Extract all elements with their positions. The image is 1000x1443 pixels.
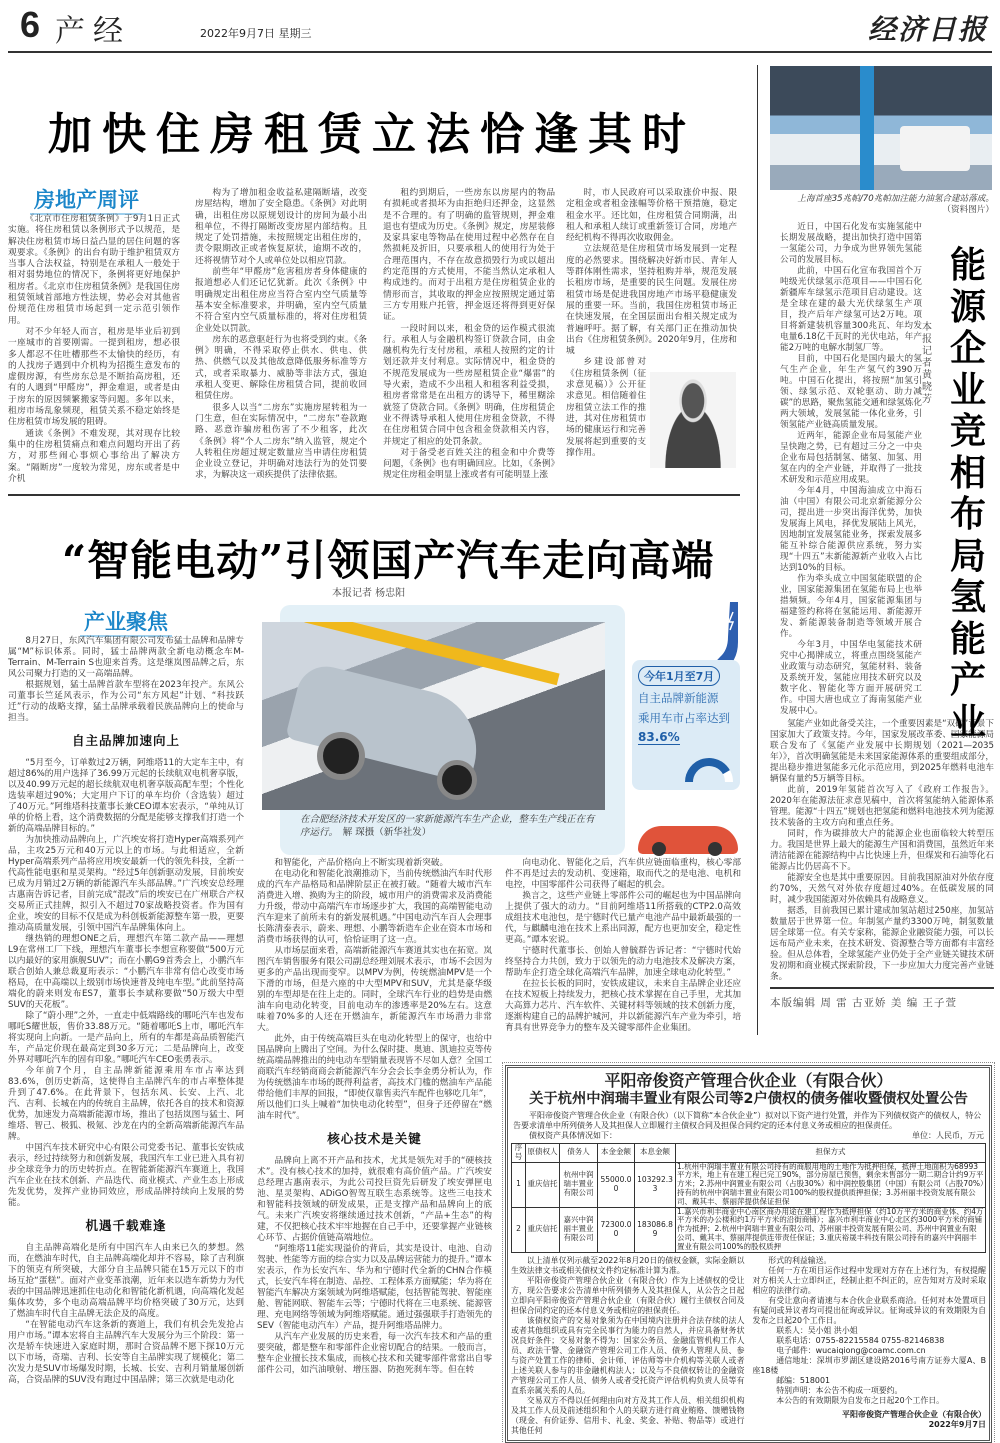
paragraph: 作为牵头成立中国氢能联盟的企业，国家能源集团在氢能布局上也举措频频。今年4月，国家能源集团与福建签约称将在氢能运用、新能源开发、新能源装备制造等领域开展合作。 — [780, 574, 922, 639]
paragraph: 品牌向上离不开产品和技术，尤其是领先对手的“硬核技术”。没有核心技术的加持，就很难有高价值产品。广汽埃安总经理古惠南表示，为此公司投巨资先后研发了埃安弹匣电池、星灵架构、ADiGO智驾互联生态系统等。这些三电技术和智能科技领域的研发成果，正是支撑产品和品牌向上的底气。未来广汽埃安将继续通过技术创新，“产品+生态”的构建，不仅把核心技术牢牢地握在自己手中，还要掌握产业链核心环节、占据价值链高端地位。 — [257, 1156, 492, 1243]
notice-unit: 单位：人民币，万元 — [912, 1131, 984, 1140]
right-column-rule — [770, 987, 994, 989]
hydrogen-headline: 能源企业竞相布局氢能产业 — [949, 245, 986, 743]
notice-contacts — [753, 1326, 987, 1406]
debt-table — [511, 1143, 986, 1253]
paragraph: 自主品牌高端化是所有中国汽车人由来已久的梦想。然而，在燃油车时代，自主品牌高端化却并不容易，除了吉利旗下的领克有所突破，大部分自主品牌只能在15万元以下的市场互抢“蛋糕”。面对产业变革浪潮，近年来以造车新势力为代表的中国品牌迅速抓住电动化和智能化新机遇，向高端化发起集体攻势，多个电动高端品牌平均价格突破了30万元，达到了燃油车时代自主品牌无法企及的高度。 — [8, 1243, 244, 1319]
notice-signature — [753, 1410, 987, 1430]
housing-column-4-wrap — [566, 188, 737, 459]
paragraph: 宁德时代董事长、创始人曾毓群告诉记者：“宁德时代始终坚持合力共创，致力于以领先的动力电池技术及解决方案，帮助车企打造全球化高端汽车品牌，加速全球电动化转型。” — [505, 946, 741, 978]
paragraph: 对于备受老百姓关注的租金和中介费等问题，《条例》也有明确回应。比如，《条例》规定住房租金明显上涨或者有可能明显上涨 — [383, 447, 555, 481]
legal-notice — [505, 1065, 992, 1443]
auto-photo-caption: 在合肥经济技术开发区的一家新能源汽车生产企业，整车生产线正在有序运行。 — [300, 814, 595, 838]
cell: 183086.89 — [635, 1207, 676, 1252]
paragraph: 邮编：518001 — [776, 1375, 830, 1385]
auto-column-c — [505, 858, 741, 1034]
col-header: 债务人 — [560, 1144, 598, 1163]
paragraph: 氢能产业如此备受关注，一个重要因素是“双碳”背景下国家加大了政策支持。今年，国家发展改革委、国家能源局联合发布了《氢能产业发展中长期规划（2021—2035年）》，首次明确氢能是未来国家能源体系的重要组成部分，提出稳步推进氢能多元化示范应用，到2025年燃料电池车辆保有量约5万辆等目标。 — [770, 719, 994, 784]
hydrogen-wide-column — [770, 719, 994, 983]
paragraph: 一段时间以来，租金贷的运作模式很流行。承租人与金融机构签订贷款合同，由金融机构先行支付房租，承租人按照约定的计划还款并支付利息。实际情况中，租金贷的不规范发展成为一些房屋租赁企业“爆雷”的导火索，造成不少出租人和租客利益受损，租房者常常是在出租方的诱导下，稀里糊涂就签了贷款合同。《条例》明确，住房租赁企业不得诱导承租人使用住房租金贷款，不得在住房租赁合同中包含租金贷款相关内容，并规定了相应的处罚条款。 — [383, 323, 555, 447]
paragraph: 对不少年轻人而言，租房是毕业后初到一座城市的首要刚需。一提到租房，想必很多人都忍不住吐槽那些不太愉快的经历，有的人找房子遇到中介机构为招揽生意发布的虚假房源，有些房东总是不断抬高房租，还有的人遇到“甲醛房”，押金难退，或者是由于房东的原因频繁搬家等问题。多年以来，租房市场乱象频现，租赁关系不稳定始终是住房租赁市场发展的阻碍。 — [8, 326, 180, 428]
paragraph: 根据规划，猛士品牌首款车型将在2023年投产。东风公司董事长竺延风表示，作为公司“东方风起”计划、“科技跃迁”行动的战略支撑，猛士品牌承载着民族品牌向上的使命与担当。 — [8, 680, 244, 723]
paragraph: 近两年，能源企业布局氢能产业呈快跑之势，已有超过三分之一中央企业布局包括制氢、储氢、加氢、用氢在内的全产业链，并取得了一批技术研发和示范应用成果。 — [780, 431, 922, 485]
paragraph: 能源安全也是其中重要原因。目前我国原油对外依存度约70%，天然气对外依存度超过40%。在低碳发展的同时，减少我国能源对外依赖具有战略意义。 — [770, 873, 994, 905]
cell: 1.嘉兴市利丰商业中心南区商办用途在建工程作为抵押担保（约10万平方米的商业体、约4万平方米的办公楼和约1万平方米的沿街商铺）；嘉兴市利丰商业中心北区约3000平方米的商铺作为抵押；2.杭州中润瑞丰置业有限公司、苏州丽丰投资发展有限公司、苏州中润置业有限公司、戴其丰、蔡丽萍提供连带责任保证；3.重庆裕晟丰科技有限公司持有的嘉兴中润丽丰置业有限公司100%的股权质押 — [676, 1207, 986, 1252]
masthead-logo: 经济日报 — [867, 13, 988, 46]
cell: 嘉兴中润丽丰置业有限公司 — [560, 1207, 598, 1252]
paragraph: “在智能电动汽车这条新的赛道上，我们有机会先发抢占用户市场。”谭本宏将自主品牌汽车大发展分为三个阶段：第一次是轿车快速进入家庭时期，那时合资品牌不愿下探10万元以下市场，奇瑞、吉利、长安等自主品牌实现了规模化；第二次发力是SUV市场爆发时期，长城、长安、吉利月销量屡创新高，合资品牌的SUV没有跑过中国品牌；第三次就是电动化 — [8, 1320, 244, 1385]
share-gauge — [684, 752, 734, 784]
paragraph: 从市场层面来看，高端新能源汽车赛道其实也在拓宽。岚图汽车销售服务有限公司副总经理刘展术表示，市场不会因为更多的产品出现而变窄。以MPV为例，传统燃油MPV是一个下滑的市场，但是六座的中大型MPV和SUV，尤其是豪华级别的车型却是在往上走的。同时，全球汽车行业的趋势是由燃油车向电动化转变，目前电动车的渗透率是20%左右。这意味着70%多的人还在开燃油车，新能源汽车市场潜力非常大。 — [257, 946, 492, 1033]
paragraph: 今年3月，中国华电氢能技术研究中心揭牌成立，将重点围绕氢能产业政策与动态研究，氢能材料、装备及系统开发，氢能应用技术研究以及数字化、智能化等方面开展研究工作。中国大唐也成立了海南氢能产业发展中心。 — [780, 640, 922, 716]
housing-column-4b — [566, 357, 646, 459]
table-row — [512, 1162, 986, 1207]
housing-column-4 — [566, 188, 737, 357]
notice-columns — [511, 1256, 986, 1436]
hydrogen-narrow-column — [780, 222, 922, 717]
paragraph: 平阳帝俊资产管理合伙企业（有限合伙）作为上述债权的受让方，现公告要求公告清单中所列债务人及其担保人，从公告之日起立即向平阳帝俊资产管理合伙企业（有限合伙）履行主债权合同及担保合同约定的还本付息义务或相应的担保责任。 — [511, 1275, 745, 1315]
cell: 55000.00 — [598, 1162, 635, 1207]
cell: 1 — [512, 1162, 526, 1207]
infographic-period: 今年1月至7月 — [638, 666, 720, 686]
editors-credit: 本版编辑 周 雷 古亚娇 美 编 王子萱 — [770, 996, 958, 1009]
housing-column-1 — [8, 214, 180, 485]
paragraph: 今年前7个月，自主品牌新能源乘用车市占率达到83.6%，创历史新高，这使得自主品牌汽车的市占率整体提升到了47.6%。在此背景下，包括东风、长安、上汽、北汽、吉利、长城在内的传统自主品牌，依托各自的技术和资源优势，加速发力高端新能源市场，推出了包括岚图与猛士、阿维塔、智己、极狐、极氪、沙龙在内的全新高端新能源汽车品牌。 — [8, 1066, 244, 1142]
cell: 1.杭州中润瑞丰置业有限公司持有的商服用地的土地作为抵押担保，抵押土地面积为68993平方米，地上有在建工程已完工90%，部分房屋已预售，剩余未售部分一期二期合计约9万平方米；2.苏州中润置业有限公司（占股30%）和中润控股集团（中国）有限公司（占股70%）持有的杭州中润瑞丰置业有限公司100%的股权提供质押担保；3.苏州丽丰投资发展有限公司、戴其丰、蔡丽萍提供保证担保 — [677, 1161, 984, 1206]
paragraph: 电子邮件：wucaiqiong@coamc.com.cn — [776, 1345, 926, 1355]
cell: 重庆信托 — [526, 1162, 560, 1207]
paragraph: 特别声明：本公告不构成一项要约。 — [776, 1385, 903, 1395]
cell: 重庆信托 — [526, 1207, 560, 1252]
hydrogen-station-photo — [770, 66, 992, 190]
hydrogen-photo-caption: 上海首座35兆帕/70兆帕加注能力油氢合建站落成。 — [797, 194, 994, 204]
paragraph: 立法规范是住房租赁市场发展到一定程度的必然要求。围绕解决好新市民、青年人等群体刚性需求，坚持租购并举，规范发展长租房市场，是重要的民生问题。发展住房租赁市场是促进我国房地产市场平稳健康发展的重要一环。当前，我国住房租赁市场正在快速发展，在全国层面出台相关规定成为普遍呼吁。据了解，有关部门正在推动加快出台《住房租赁条例》。2020年9月，住房和城 — [566, 244, 737, 357]
header-rule — [8, 51, 992, 53]
notice-right-text — [753, 1256, 987, 1326]
subheading: 自主品牌加速向上 — [71, 733, 180, 748]
auto-column-a — [8, 636, 244, 1386]
infographic-panel — [632, 660, 740, 790]
paragraph: “5月至今，订单数过2万辆，阿维塔11的大定车主中，有超过86%的用户选择了36.99万元起的长续航双电机奢享版，以及40.99万元起的超长续航双电机奢享版高配车型；个性化选装率超过90%；大定用户下订的单车均价（含选装）超过了40万元。”阿维塔科技董事长兼CEO谭本宏表示，“单纯从订单的价格上看，这个消费数据的分配是能够支撑我们打造一个新的高端品牌目标的。” — [8, 758, 244, 834]
paragraph: 乡建设部曾对《住房租赁条例（征求意见稿）》公开征求意见。相信随着住房租赁立法工作的推进，其对住房租赁市场的健康运行和完善发展将起到重要的支撑作用。 — [566, 357, 646, 458]
paragraph: 形式的利益输送。 — [768, 1255, 832, 1265]
paragraph: “阿维塔11能实现溢价的背后，其实是设计、电池、自动驾驶、性能等方面的综合实力以及品牌运营能力的提升。”谭本宏表示，作为长安汽车、华为和宁德时代全新的CHN合作模式，长安汽车将在制造、品控、工程体系方面赋能；华为将在智能汽车解决方案领域为阿维塔赋能，包括智能驾驶、智能座舱、智能网联、智能车云等；宁德时代将在三电系统、能源管理、充电网络等领域为阿维塔赋能。通过强强联手打造领先的SEV（智能电动汽车）产品，提升阿维塔品牌力。 — [257, 1244, 492, 1331]
notice-title-1: 平阳帝俊资产管理合伙企业（有限合伙） — [604, 1071, 893, 1090]
paragraph: 在电动化和智能化浪潮推动下，当前传统燃油汽车时代形成的汽车产品格局和品牌阶层正在被打破。“随着大城市汽车消费进入增、换购为主的阶段，城市用户的消费需求及消费能力升级，带动中高端汽车市场逐步扩大，我国的高端智能电动汽车迎来了前所未有的新发展机遇。”中国电动汽车百人会理事长陈清泰表示，蔚来、理想、小鹏等新造车企业在资本市场和消费市场获得的认可，恰恰证明了这一点。 — [257, 869, 492, 945]
paragraph: 换言之，这些产业链上零部件公司的崛起也为中国品牌向上提供了强大的动力。“目前阿维塔11所搭载的CTP2.0高效成组技术电池包，是宁德时代已量产电池产品中最新最强的一代，与麒麟电池在技术上系出同源，配方也更加安全，稳定性更高。”谭本宏说。 — [505, 891, 741, 945]
paragraph: 在拉长长板的同时，安铁成建议，未来自主品牌企业还应在技术短板上持续发力，把核心技术掌握在自己手里，尤其加大高算力芯片、汽车软件、关键材料等领域的技术创新力度，逐渐构建自己的品牌护城河，并以新能源汽车产业为牵引，培育具有世界竞争力的整车及关键零部件企业集团。 — [505, 979, 741, 1033]
notice-intro-text: 平阳帝俊资产管理合伙企业（有限合伙）（以下简称“本合伙企业”）拟对以下资产进行处置，并作为下列债权资产的债权人，特公告要求清单中所列债务人及其担保人立即履行主债权合同及担保合同约定的还本付息义务或相应的担保责任。 — [513, 1111, 982, 1130]
paragraph: 除了“蔚小理”之外，一直走中低端路线的哪吒汽车也发布哪吒S耀世版，售价33.88万元。“随着哪吒S上市，哪吒汽车将实现向上向新。一是产品向上，所有的车都是高品质智能汽车，产品定价现在最高定到30多万元；二是品牌向上，改变外界对哪吒汽车的固有印象。”哪吒汽车CEO张勇表示。 — [8, 1011, 244, 1065]
table-row — [512, 1207, 986, 1252]
subheading: 机遇千载难逢 — [85, 1218, 167, 1233]
car-illustration — [638, 826, 738, 854]
paragraph: 交易双方不得以任何理由向对方及其工作人员、相关组织机构及其工作人员及前述组织和个人的关联方进行商业贿赂、馈赠钱物（现金、有价证券、信用卡、礼金、奖金、补贴、物品等）或进行其他任何 — [511, 1395, 745, 1435]
paragraph: 为加快推动品牌向上，广汽埃安将打造Hyper高端系列产品，主攻25万元和40万元以上的市场。与此相适应，全新Hyper高端系列产品将应用埃安最新一代的领先科技，全新一代高性能电驱和星灵架构。“经过5年创新驱动发展，目前埃安已成为月销过2万辆的新能源汽车头部品牌。”广汽埃安总经理古惠南告诉记者，目前完成“混改”后的埃安已在广州联合产权交易所正式挂牌，拟引入不超过70家战略投资者。作为国有企业，埃安的目标不仅是成为科创板新能源整车第一股，更要推动高质量发展，引领中国汽车品牌集体向上。 — [8, 835, 244, 933]
paragraph: 构为了增加租金收益私建隔断墙，改变房屋结构，增加了安全隐患。《条例》对此明确，出租住房以原规划设计的房间为最小出租单位，不得打隔断改变房屋内部结构。且规定了处罚措施，未按照规定出租住房的，责令限期改正或者恢复原状，逾期不改的，还将视情节对个人或单位处以相应罚款。 — [195, 188, 367, 266]
section-name: 产经 — [55, 14, 131, 49]
cell: 2 — [512, 1207, 526, 1252]
notice-right-column — [753, 1256, 987, 1436]
notice-intro-2: 债权资产具体情况如下： — [529, 1131, 617, 1140]
paragraph: 中国汽车技术研究中心有限公司党委书记、董事长安铁成表示，经过持续努力和创新发展，我国汽车工业已进入具有初步全球竞争力的历史转折点。在智能新能源汽车赛道上，我国汽车企业在技术创新、产品迭代、商业模式、产业生态上形成先发优势，发挥产业协同效应，形成品牌持续向上发展的势能。 — [8, 1143, 244, 1208]
col-header: 序号 — [512, 1144, 526, 1163]
paragraph: 近日，中国石化发布实施氢能中长期发展战略，提出加快打造中国第一氢能公司，力争成为世界领先氢能公司的发展目标。 — [780, 222, 922, 265]
notice-signer: 平阳帝俊资产管理合伙企业（有限合伙） — [842, 1409, 986, 1419]
paragraph: 前些年“甲醛房”危害租房者身体健康的报道想必人们还记忆犹新。此次《条例》中明确规定出租住房应当符合室内空气质量等基本安全标准要求，并明确，室内空气质量不符合室内空气质量标准的，将对住房租赁企业处以罚款。 — [195, 267, 367, 334]
paragraph: 通信地址：深圳市罗湖区建设路2016号南方证券大厦A、B座18楼 — [752, 1355, 986, 1375]
housing-headline: 加快住房租赁立法恰逢其时 — [48, 109, 696, 160]
notice-title-2: 关于杭州中润瑞丰置业有限公司等2户债权的债务催收暨债权处置公告 — [529, 1091, 968, 1107]
paragraph: 以上清单仅列示截至2022年8月20日的债权金额，实际金额以生效法律文书或相关债权文件约定标准计算为准。 — [511, 1255, 745, 1275]
paragraph: 时，市人民政府可以采取涨价申报、限定租金或者租金涨幅等价格干预措施，稳定租金水平。还比如，住房租赁合同期满，出租人和承租人续订或重新签订合同，房地产经纪机构不得再次收取佣金。 — [566, 188, 737, 244]
paragraph: 和智能化，产品价格向上不断实现着新突破。 — [274, 858, 449, 868]
col-header: 担保方式 — [676, 1144, 986, 1163]
infographic-value: 83.6% — [638, 730, 680, 744]
paragraph: 8月27日，东风汽车集团有限公司发布猛士品牌和品牌专属“M”标识体系。同时，猛士品牌两款全新电动概念车M-Terrain、M-Terrain S也迎来首秀。这是继岚图品牌之后，东风公司聚力打造的又一高端品牌。 — [8, 636, 244, 679]
housing-column-2 — [195, 188, 367, 482]
paragraph: 此前，中国石化宣布我国首个万吨级光伏绿氢示范项目——中国石化新疆库车绿氢示范项目启动建设。这是全球在建的最大光伏绿氢生产项目，投产后年产绿氢可达2万吨。项目将新建装机容量300兆瓦、年均发电量6.18亿千瓦时的光伏电站，年产能2万吨的电解水制氢厂等。 — [780, 266, 922, 353]
paragraph: 据悉，目前我国已累计建成加氢站超过250座，加氢站数量居于世界第一位。年制氢产量约3300万吨，制氢数量居全球第一位。有关专家称，能源企业融资能力强，可以长远布局产业未来，在技术研发、资源整合等方面都有丰富经验。但从总体看，全球氢能产业仍处于全产业链关键技术研发初期和商业模式探索阶段，下一步应加大力度完善产业链条。 — [770, 906, 994, 982]
housing-column-label — [30, 184, 143, 214]
paragraph: 目前，中国石化是国内最大的氢气生产企业，年生产氢气约390万吨。中国石化提出，将按照“加氢引领、绿氢示范、双轮驱动、助力减碳”的思路，聚焦氢能交通和绿氢炼化两大领域，发展氢能一体化业务，引领氢能产业链高质量发展。 — [780, 354, 922, 430]
paragraph: 同时，作为碳排放大户的能源企业也面临较大转型压力。我国是世界上最大的能源生产国和消费国，虽然近年来清洁能源在能源结构中占比快速上升，但煤炭和石油等化石能源占比仍居高不下。 — [770, 829, 994, 872]
auto-headline: “智能电动”引领国产汽车走向高端 — [62, 536, 715, 585]
auto-photo-credit: 解 琛摄（新华社发） — [342, 827, 432, 838]
paragraph: 《北京市住房租赁条例》于9月1日正式实施。将住房租赁以条例形式予以规范，是解决住房租赁市场日益凸显的居住问题的客观要求。《条例》的出台有助于维护租赁双方当事人合法权益，特别是在承租人一般处于相对弱势地位的情况下，条例将更好地保护租房者。《北京市住房租赁条例》是我国住房租赁领域首部地方性法规，势必会对其他省份规范住房租赁市场起到一定示范引领作用。 — [8, 214, 180, 326]
notice-sign-date: 2022年9月7日 — [928, 1419, 986, 1429]
housing-column-3 — [383, 188, 555, 482]
auto-byline: 本报记者 杨忠阳 — [332, 588, 406, 599]
paragraph: 有受让意向者请速与本合伙企业联系商洽。任何对本处置项目有疑问或异议者均可提出征询或异议。征询或异议的有效期限为自发布之日起20个工作日。 — [752, 1295, 986, 1325]
photo-wheel — [317, 732, 365, 780]
page-number: 6 — [20, 4, 41, 45]
column-label-text: 房地产周评 — [30, 188, 143, 215]
paragraph: 本公告的有效期限为自发布之日起20个工作日。 — [776, 1395, 945, 1405]
paragraph: 继热销的理想ONE之后，理想汽车第二款产品——理想L9在常州工厂下线，理想汽车董事长李想宣称要做“500万元以内最好的家用旗舰SUV”；而在小鹏G9首秀会上，小鹏汽车联合创始人兼总裁夏珩表示：“小鹏汽车非常有信心改变市场格局，在中高端以上级别市场快速普及纯电车型。”此前坚持高端化的蔚来则发布ES7，董事长李斌称要做“50万级大中型SUV的天花板”。 — [8, 934, 244, 1010]
cell: 103292.33 — [635, 1162, 676, 1207]
notice-left-text — [511, 1256, 745, 1436]
col-header: 原债权人 — [526, 1144, 560, 1163]
infographic-line2: 乘用车市占率达到 — [638, 711, 730, 725]
photo-wheel — [437, 760, 477, 800]
cell: 杭州中润瑞丰置业有限公司 — [560, 1162, 598, 1207]
paragraph: 此前，2019年氢能首次写入了《政府工作报告》。2020年在能源法征求意见稿中，首次将氢能纳入能源体系管理。能源“十四五”规划也把氢能和燃料电池技术列为能源技术装备的主攻方向和重点任务。 — [770, 785, 994, 828]
car-wheel — [708, 842, 722, 856]
paragraph: 联系人：吴小姐 洪小姐 — [776, 1325, 858, 1335]
column-label-text: 产业聚焦 — [80, 610, 172, 637]
paragraph: 该债权资产的交易对象须为在中国境内注册并合法存续的法人或者其他组织或具有完全民事行为能力的自然人，并应具备财务状况良好条件；交易对象不得为：国家公务员、金融监管机构工作人员、政法干警、金融资产管理公司工作人员、债务人管理人员、参与资产处置工作的律师、会计师、评估师等中介机构等关联人或者上述关联人参与的非金融机构法人；以及与不良债权转让的金融资产管理公司工作人员、债务人或者受托资产评估机构负责人员等有直系亲属关系的人员。 — [511, 1315, 745, 1395]
photo-pillar — [860, 66, 874, 190]
col-header: 本金金额 — [598, 1144, 635, 1163]
hydrogen-byline: 本报记者 黄晓芳 — [922, 322, 932, 405]
paragraph: 通读《条例》不难发现，其对现存比较集中的住房租赁痛点和难点问题均开出了药方，对那些闹心事烦心事给出了解决方案。“隔断房”一度较为常见，房东或者是中介机 — [8, 428, 180, 484]
notice-intro-row — [513, 1131, 984, 1141]
subheading: 核心技术是关键 — [327, 1131, 422, 1146]
car-wheel — [652, 842, 666, 856]
auto-column-b — [257, 858, 492, 1376]
col-header: 本息金额 — [635, 1144, 676, 1163]
infographic-line1: 自主品牌新能源 — [638, 691, 719, 705]
section-rule — [8, 494, 740, 496]
share-gauge-fill — [689, 762, 726, 782]
paragraph: 很多人以当“二房东”实施房屋转租为一门生意，但在实际情况中，“二房东”卷款跑路、恶意诈骗房租伤害了不少租客，此次《条例》将“个人二房东”纳入监管，规定个人转租住房超过规定数量应当申请住房租赁企业设立登记，并明确对违法行为的处罚要求，为解决这一顽疾提供了法律依据。 — [195, 402, 367, 481]
paragraph: 从汽车产业发展的历史来看，每一次汽车技术和产品的重要突破，都是整车和零部件企业密切配合的结果。一般而言，整车企业擅长技术集成，而核心技术和关键零部件常常出自零部件公司，如汽油喷射、增压器、防抱死刹车等。但在转 — [257, 1332, 492, 1375]
paragraph: 今年4月，中国海油成立中海石油（中国）有限公司北京新能源分公司，提出进一步突出海洋优势，加快发展海上风电，择优发展陆上风光，因地制宜发展氢能业务，探索发展多能互补综合能源供应系统，努力实现“十四五”末新能源新产业收入占比达到10%的目标。 — [780, 486, 922, 573]
table-header-row — [512, 1144, 986, 1163]
issue-date: 2022年9月7日 星期三 — [200, 27, 312, 40]
car-factory-photo — [262, 622, 605, 810]
paragraph: 向电动化、智能化之后，汽车供应链面临重构，核心零部件不再是过去的发动机、变速箱，取而代之的是电池、电机和电控，中国零部件公司获得了崛起的机会。 — [505, 858, 741, 890]
cell: 72300.00 — [598, 1207, 635, 1252]
paragraph: 任何一方在项目运作过程中发现对方存在上述行为，有权提醒对方相关人士立即纠正，经制止拒不纠正的，应告知对方及时采取相应的法律行动。 — [752, 1265, 986, 1295]
paragraph: 房东的恶意驱赶行为也将受到约束。《条例》明确，不得采取停止供水、供电、供热、供燃气以及其他故意降低服务标准等方式，或者采取暴力、威胁等非法方式，强迫承租人变更、解除住房租赁合同，提前收回租赁住房。 — [195, 334, 367, 402]
auto-photo-caption-block — [300, 813, 600, 839]
photo-truck — [900, 126, 970, 171]
auto-column-label — [80, 606, 172, 636]
column-divider — [757, 65, 758, 1035]
paragraph: 此外，由于传统高端巨头在电动化转型上的保守，也给中国品牌向上腾出了空间。为什么保时捷、奥迪、凯迪拉克等传统高端品牌推出的纯电动车型销量表现皆不尽如人意？全国工商联汽车经销商商会新能源汽车分会会长李金勇分析认为，作为传统燃油车市场的既得利益者，高技术门槛的燃油车产品能带给他们丰厚的回报，“即使仅靠售卖汽车配件也够吃几年”，所以他们口头上喊着“加快电动化转型”，但身子还停留在“燃油车时代”。 — [257, 1034, 492, 1121]
paragraph: 租约到期后，一些房东以房屋内的物品有损耗或者损坏为由拒绝归还押金，这显然是不合理的。有了明确的监管规则，押金难退也有望成为历史。《条例》规定，房屋装修及家具家电等物品在使用过程中必然存在自然损耗及折旧，只要承租人的使用行为处于合理范围内，不存在故意损毁行为或以超出约定范围的方式使用，不能当然认定承租人构成违约。而对于出租方是住房租赁企业的情形而言，其收取的押金应按照规定通过第三方专用账户托管，押金返还将得到更好保证。 — [383, 188, 555, 323]
hydrogen-photo-credit: （资料图片） — [942, 205, 994, 215]
paragraph: 联系电话：0755-82215584 0755-82146838 — [776, 1335, 945, 1345]
